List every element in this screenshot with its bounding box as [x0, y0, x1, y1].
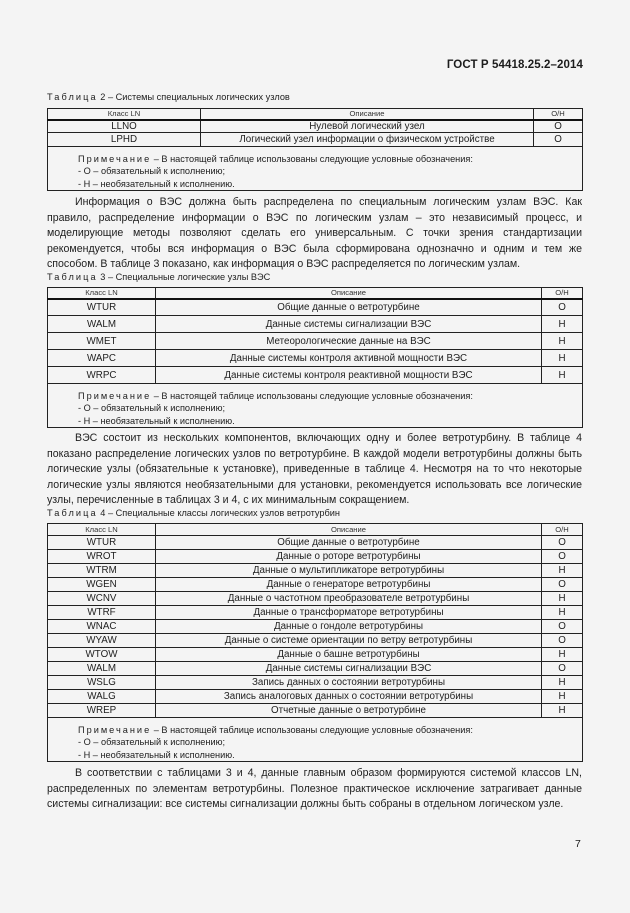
- cell-description: Данные о башне ветротурбины: [156, 648, 542, 662]
- cell-ln: WAPC: [48, 350, 156, 367]
- cell-on: О: [534, 133, 583, 147]
- table-row: [48, 550, 583, 564]
- cell-description: Данные о роторе ветротурбины: [156, 550, 542, 564]
- cell-on: О: [542, 550, 583, 564]
- paragraph-1: [47, 195, 582, 273]
- cell-ln: WALM: [48, 316, 156, 333]
- cell-on: О: [542, 578, 583, 592]
- table4-caption-title: 4 – Специальные классы логических узлов ветротурбин: [97, 508, 341, 518]
- table4-header-row: [48, 524, 583, 536]
- paragraph-3-text: В соответствии с таблицами 3 и 4, данные главным образом формируются системой классов LN, распределенных по элементам ветротурбины. Полезное практическое исключение затрагивает данные системы сигнализации: все системы сигнализации должны быть собраны в отдельном логическом узле.: [47, 767, 582, 811]
- table2-col-description: Описание: [201, 109, 534, 120]
- cell-description: Данные системы контроля реактивной мощности ВЭС: [156, 367, 542, 384]
- cell-description: Общие данные о ветротурбине: [156, 536, 542, 550]
- table-row: [48, 316, 583, 333]
- note-line1: – В настоящей таблице использованы следующие условные обозначения:: [151, 391, 473, 401]
- cell-description: Данные системы контроля активной мощности ВЭС: [156, 350, 542, 367]
- note-line2: - О – обязательный к исполнению;: [78, 737, 226, 748]
- cell-ln: WTUR: [48, 536, 156, 550]
- table2-caption-title: 2 – Системы специальных логических узлов: [97, 92, 290, 102]
- cell-on: Н: [542, 592, 583, 606]
- cell-ln: WTRM: [48, 564, 156, 578]
- table4-col-on: О/Н: [542, 524, 583, 536]
- cell-ln: WTOW: [48, 648, 156, 662]
- cell-description: Логический узел информации о физическом устройстве: [201, 133, 534, 147]
- note-line3: - Н – необязательный к исполнению.: [78, 749, 235, 760]
- table2-note-row: [48, 147, 583, 191]
- table-row: [48, 333, 583, 350]
- table-row: [48, 648, 583, 662]
- cell-ln: WTRF: [48, 606, 156, 620]
- cell-ln: WNAC: [48, 620, 156, 634]
- cell-on: Н: [542, 648, 583, 662]
- cell-on: Н: [542, 367, 583, 384]
- cell-on: Н: [542, 564, 583, 578]
- cell-ln: WROT: [48, 550, 156, 564]
- table2: [47, 108, 583, 191]
- cell-description: Данные о гондоле ветротурбины: [156, 620, 542, 634]
- table-row: [48, 578, 583, 592]
- table4: [47, 523, 583, 762]
- paragraph-2-text: ВЭС состоит из нескольких компонентов, включающих одну и более ветротурбину. В таблице 4 показано распределение логических узлов по ветротурбине. В каждой модели ветротурбины должны быть логические узлы (обязательные к установке), приведенные в таблице 4. Несмотря на то что некоторые логические узлы являются необязательными для установки, рекомендуется использовать все логические узлы, перечисленные в таблицах 3 и 4, с их минимальным сокращением.: [47, 432, 582, 507]
- note-word: Примечание: [78, 391, 152, 401]
- table2-header-row: [48, 109, 583, 120]
- cell-on: Н: [542, 606, 583, 620]
- cell-description: Данные системы сигнализации ВЭС: [156, 316, 542, 333]
- table-row: [48, 133, 583, 147]
- table-row: [48, 662, 583, 676]
- note-word: Примечание: [78, 154, 152, 164]
- cell-description: Нулевой логический узел: [201, 120, 534, 133]
- cell-ln: WGEN: [48, 578, 156, 592]
- cell-ln: WYAW: [48, 634, 156, 648]
- table4-caption: [47, 508, 340, 518]
- paragraph-3: [47, 766, 582, 813]
- cell-description: Отчетные данные о ветротурбине: [156, 704, 542, 718]
- table4-col-class: Класс LN: [48, 524, 156, 536]
- note-line2: - О – обязательный к исполнению;: [78, 166, 226, 177]
- cell-ln: WSLG: [48, 676, 156, 690]
- cell-ln: WTUR: [48, 299, 156, 316]
- table3-caption: [47, 272, 270, 282]
- table-row: [48, 676, 583, 690]
- cell-on: Н: [542, 350, 583, 367]
- table2-caption: [47, 92, 290, 102]
- table3-caption-word: Таблица: [47, 272, 98, 282]
- cell-description: Данные о мультипликаторе ветротурбины: [156, 564, 542, 578]
- table3-note: [48, 384, 583, 428]
- paragraph-1-text: Информация о ВЭС должна быть распределена по специальным логическим узлам ВЭС. Как правило, распределение информации о ВЭС по логическим узлам – это независимый процесс, и моделирующие методы позволяют сделать его универсальным. С точки зрения стандартизации рекомендуется, чтобы вся информация о ВЭС была сформирована однозначно и одним и тем же способом. В таблице 3 показано, как информация о ВЭС распределяется по логическим узлам.: [47, 196, 582, 271]
- cell-ln: LPHD: [48, 133, 201, 147]
- cell-description: Данные о частотном преобразователе ветротурбины: [156, 592, 542, 606]
- table-row: [48, 299, 583, 316]
- table4-note-row: [48, 718, 583, 762]
- cell-on: О: [542, 634, 583, 648]
- cell-on: Н: [542, 704, 583, 718]
- table3-caption-title: 3 – Специальные логические узлы ВЭС: [97, 272, 271, 282]
- table4-caption-word: Таблица: [47, 508, 98, 518]
- table4-col-description: Описание: [156, 524, 542, 536]
- note-line3: - Н – необязательный к исполнению.: [78, 178, 235, 189]
- table3-header-row: [48, 288, 583, 299]
- cell-on: О: [542, 536, 583, 550]
- cell-description: Запись данных о состоянии ветротурбины: [156, 676, 542, 690]
- cell-on: О: [542, 620, 583, 634]
- table3-col-description: Описание: [156, 288, 542, 299]
- table-row: [48, 350, 583, 367]
- cell-on: О: [542, 299, 583, 316]
- table-row: [48, 690, 583, 704]
- cell-ln: WCNV: [48, 592, 156, 606]
- table-row: [48, 620, 583, 634]
- cell-description: Общие данные о ветротурбине: [156, 299, 542, 316]
- table3-col-class: Класс LN: [48, 288, 156, 299]
- cell-ln: LLNO: [48, 120, 201, 133]
- table-row: [48, 536, 583, 550]
- table-row: [48, 592, 583, 606]
- table-row: [48, 606, 583, 620]
- paragraph-2: [47, 431, 582, 509]
- note-line1: – В настоящей таблице использованы следующие условные обозначения:: [151, 154, 473, 164]
- table2-col-class: Класс LN: [48, 109, 201, 120]
- cell-ln: WREP: [48, 704, 156, 718]
- table3-col-on: О/Н: [542, 288, 583, 299]
- cell-ln: WALM: [48, 662, 156, 676]
- cell-description: Метеорологические данные на ВЭС: [156, 333, 542, 350]
- note-line2: - О – обязательный к исполнению;: [78, 403, 226, 414]
- cell-on: Н: [542, 333, 583, 350]
- table2-caption-word: Таблица: [47, 92, 98, 102]
- cell-on: Н: [542, 690, 583, 704]
- table2-note: [48, 147, 583, 191]
- page-number: 7: [575, 838, 581, 850]
- cell-description: Запись аналоговых данных о состоянии ветротурбины: [156, 690, 542, 704]
- cell-ln: WALG: [48, 690, 156, 704]
- note-line3: - Н – необязательный к исполнению.: [78, 415, 235, 426]
- cell-on: О: [534, 120, 583, 133]
- cell-description: Данные о трансформаторе ветротурбины: [156, 606, 542, 620]
- document-code: ГОСТ Р 54418.25.2–2014: [446, 59, 583, 71]
- table4-note: [48, 718, 583, 762]
- table3-note-row: [48, 384, 583, 428]
- table2-col-on: О/Н: [534, 109, 583, 120]
- cell-ln: WMET: [48, 333, 156, 350]
- note-line1: – В настоящей таблице использованы следующие условные обозначения:: [151, 725, 473, 735]
- cell-on: Н: [542, 316, 583, 333]
- cell-description: Данные о генераторе ветротурбины: [156, 578, 542, 592]
- cell-on: Н: [542, 676, 583, 690]
- table-row: [48, 634, 583, 648]
- table3: [47, 287, 583, 428]
- cell-ln: WRPC: [48, 367, 156, 384]
- note-word: Примечание: [78, 725, 152, 735]
- cell-description: Данные системы сигнализации ВЭС: [156, 662, 542, 676]
- table-row: [48, 564, 583, 578]
- cell-on: О: [542, 662, 583, 676]
- table-row: [48, 120, 583, 133]
- cell-description: Данные о системе ориентации по ветру ветротурбины: [156, 634, 542, 648]
- table-row: [48, 367, 583, 384]
- table-row: [48, 704, 583, 718]
